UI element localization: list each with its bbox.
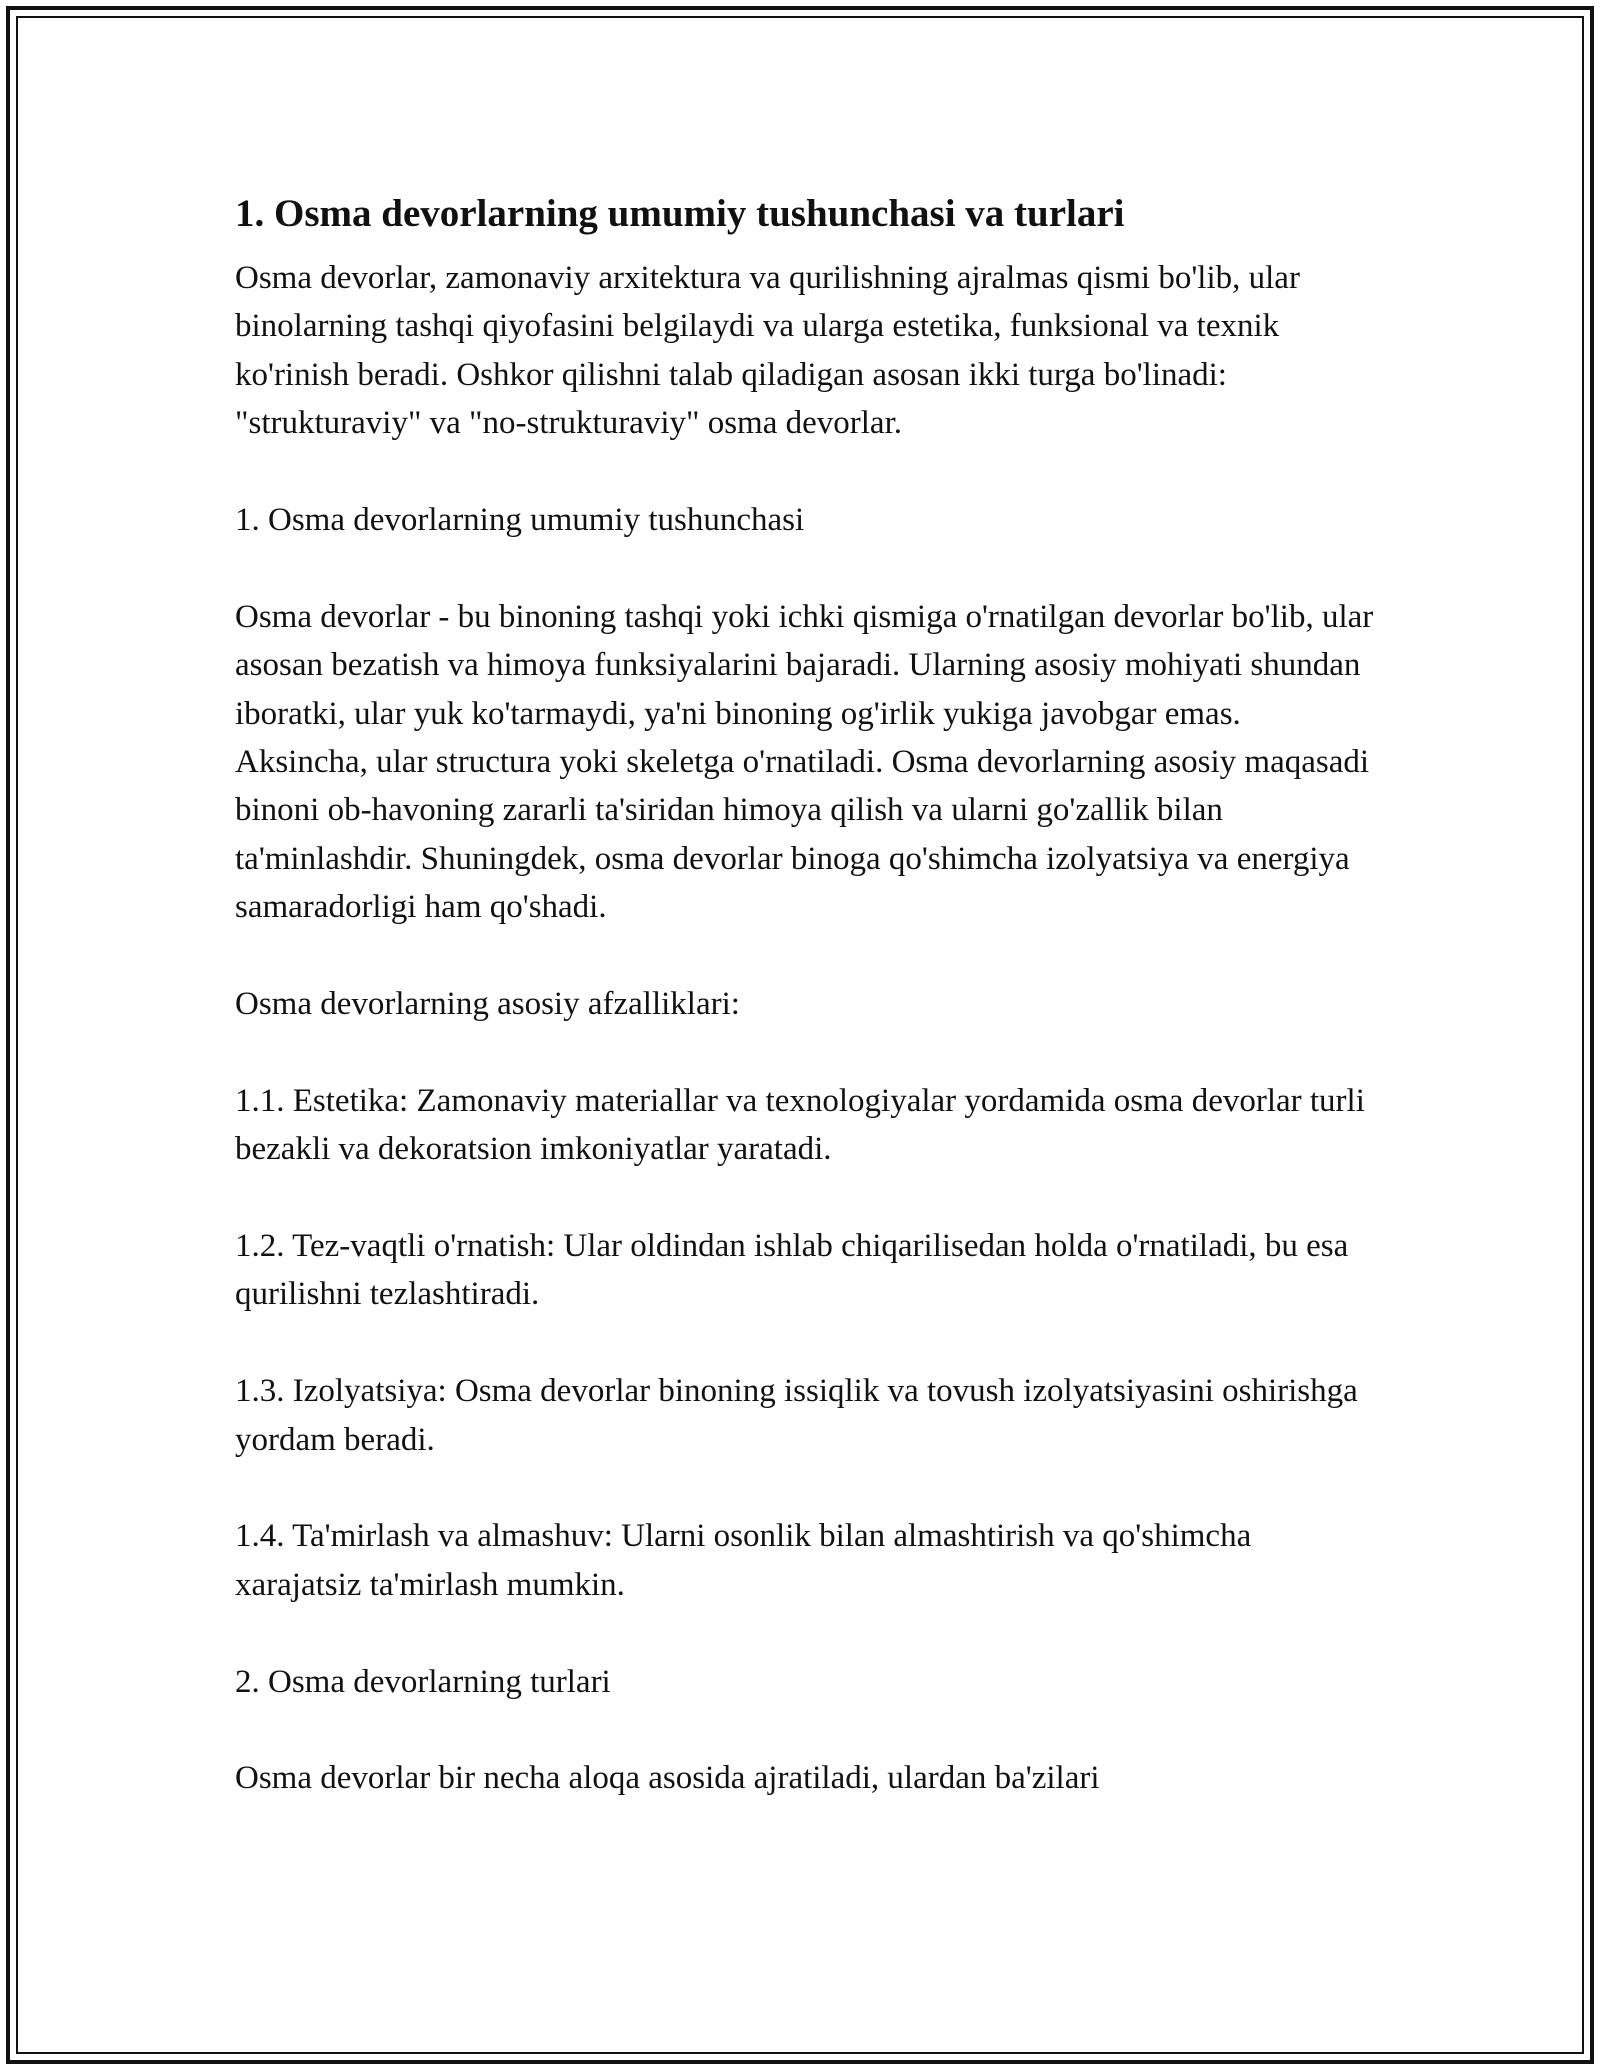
advantage-item-insulation: 1.3. Izolyatsiya: Osma devorlar binoning issiqlik va tovush izolyatsiyasini oshirishga yordam beradi.: [235, 1373, 1358, 1458]
advantage-item-installation: 1.2. Tez-vaqtli o'rnatish: Ular oldindan ishlab chiqarilisedan holda o'rnatiladi, bu esa qurilishni tezlashtiradi.: [235, 1228, 1349, 1313]
intro-paragraph: Osma devorlar, zamonaviy arxitektura va qurilishning ajralmas qismi bo'lib, ular binolarning tashqi qiyofasini belgilaydi va ularga estetika, funksional va texnik ko'rinish beradi. Oshkor qilishni talab qiladigan asosan ikki turga bo'linadi: "strukturaviy" va "no-strukturaviy" osma devorlar.: [235, 260, 1300, 442]
types-intro-paragraph: Osma devorlar bir necha aloqa asosida ajratiladi, ulardan ba'zilari: [235, 1760, 1100, 1797]
advantage-item-aesthetics: 1.1. Estetika: Zamonaviy materiallar va texnologiyalar yordamida osma devorlar turli bezakli va dekoratsion imkoniyatlar yaratadi.: [235, 1082, 1365, 1168]
document-body: [235, 186, 1375, 1803]
subheading-types: 2. Osma devorlarning turlari: [235, 1663, 611, 1700]
subheading-general-concept: 1. Osma devorlarning umumiy tushunchasi: [235, 502, 805, 539]
advantages-title: Osma devorlarning asosiy afzalliklari:: [235, 986, 740, 1023]
document-heading: 1. Osma devorlarning umumiy tushunchasi va turlari: [235, 192, 1125, 235]
definition-paragraph: Osma devorlar - bu binoning tashqi yoki ichki qismiga o'rnatilgan devorlar bo'lib, ular asosan bezatish va himoya funksiyalarini bajaradi. Ularning asosiy mohiyati shundan iboratki, ular yuk ko'tarmaydi, ya'ni binoning og'irlik yukiga javobgar emas. Aksincha, ular structura yoki skeletga o'rnatiladi. Osma devorlarning asosiy maqasadi binoni ob-havoning zararli ta'siridan himoya qilish va ularni go'zallik bilan ta'minlashdir. Shuningdek, osma devorlar binoga qo'shimcha izolyatsiya va energiya samaradorligi ham qo'shadi.: [235, 598, 1374, 926]
advantage-item-repair: 1.4. Ta'mirlash va almashuv: Ularni osonlik bilan almashtirish va qo'shimcha xarajatsiz ta'mirlash mumkin.: [235, 1518, 1252, 1603]
